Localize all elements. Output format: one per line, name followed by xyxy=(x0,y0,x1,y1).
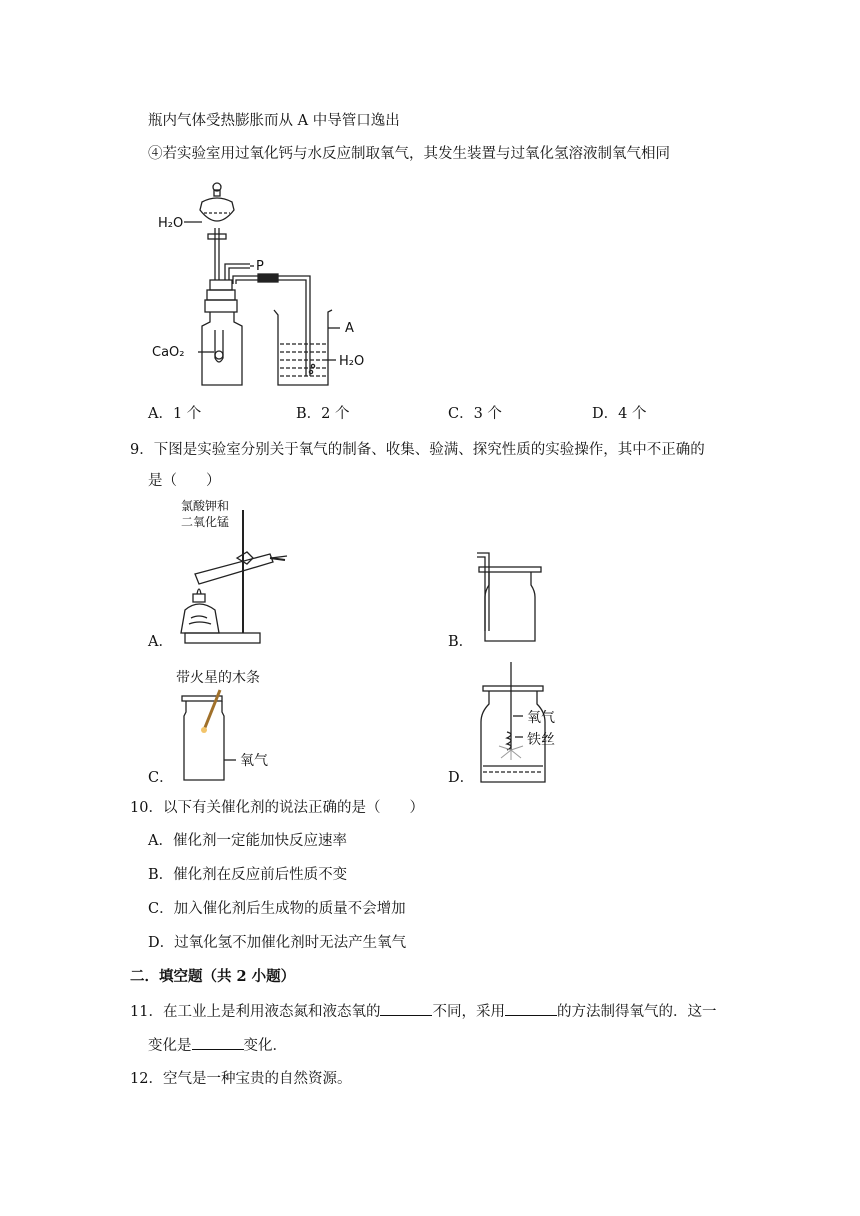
q10-option-d: D．过氧化氢不加催化剂时无法产生氧气 xyxy=(148,935,407,951)
q9-letter-b: B． xyxy=(448,634,474,650)
q10-option-c: C．加入催化剂后生成物的质量不会增加 xyxy=(148,901,406,917)
q9-figure-d xyxy=(475,660,605,790)
q11-part2: 不同，采用 xyxy=(432,1004,505,1020)
label-p: P xyxy=(256,259,264,274)
q11-blank-2[interactable] xyxy=(505,1001,557,1016)
q10-stem: 10．以下有关催化剂的说法正确的是（ ） xyxy=(130,800,424,816)
q9-letter-d: D． xyxy=(448,770,475,786)
q8-option-a: A．1 个 xyxy=(148,406,202,422)
q9-figure-b xyxy=(475,545,555,645)
q8-item4 xyxy=(148,144,670,164)
label-a: A xyxy=(345,321,354,336)
q9-letter-a: A． xyxy=(148,634,173,650)
section-title: 二．填空题（共 2 小题） xyxy=(130,968,296,985)
fig-a-label1: 氯酸钾和 xyxy=(181,499,230,513)
q11-line1 xyxy=(130,1001,716,1022)
q8-line3: 瓶内气体受热膨胀而从 A 中导管口逸出 xyxy=(148,113,400,129)
q8-apparatus-figure xyxy=(150,180,390,390)
fig-d-label-gas: 氧气 xyxy=(527,710,555,726)
label-water-right: H₂O xyxy=(339,354,365,369)
q8-item4-text: 若实验室用过氧化钙与水反应制取氧气，其发生装置与过氧化氢溶液制氧气相同 xyxy=(162,146,670,162)
q11-blank-1[interactable] xyxy=(380,1001,432,1016)
q8-option-d: D．4 个 xyxy=(592,406,647,422)
q11-line2-part2: 变化． xyxy=(243,1038,287,1054)
q10-option-b: B．催化剂在反应前后性质不变 xyxy=(148,867,348,883)
q9-stem-line1: 9．下图是实验室分别关于氧气的制备、收集、验满、探究性质的实验操作，其中不正确的 xyxy=(130,442,705,458)
label-water-top: H₂O xyxy=(158,216,184,231)
q8-option-c: C．3 个 xyxy=(448,406,502,422)
q9-stem-line2: 是（ ） xyxy=(148,473,221,489)
fig-a-label2: 二氧化锰 xyxy=(181,515,230,529)
q9-letter-c: C． xyxy=(148,770,174,786)
q11-line2-part1: 变化是 xyxy=(148,1038,192,1054)
q11-blank-3[interactable] xyxy=(192,1035,244,1050)
q11-part3: 的方法制得氧气的．这一 xyxy=(556,1004,717,1020)
q11-part1: 11．在工业上是利用液态氮和液态氧的 xyxy=(130,1004,381,1020)
q9-figure-a xyxy=(175,500,315,650)
fig-d-label-wire: 铁丝 xyxy=(527,732,555,748)
q9-figure-c xyxy=(170,662,290,782)
fig-c-label-gas: 氧气 xyxy=(240,753,268,769)
label-cao2: CaO₂ xyxy=(152,345,185,360)
q12-stem: 12．空气是一种宝贵的自然资源。 xyxy=(130,1071,352,1087)
q11-line2 xyxy=(148,1035,287,1056)
circled-number-4: ④ xyxy=(148,146,163,162)
q10-option-a: A．催化剂一定能加快反应速率 xyxy=(148,833,347,849)
q8-option-b: B．2 个 xyxy=(296,406,350,422)
fig-c-label-top: 带火星的木条 xyxy=(176,670,260,686)
